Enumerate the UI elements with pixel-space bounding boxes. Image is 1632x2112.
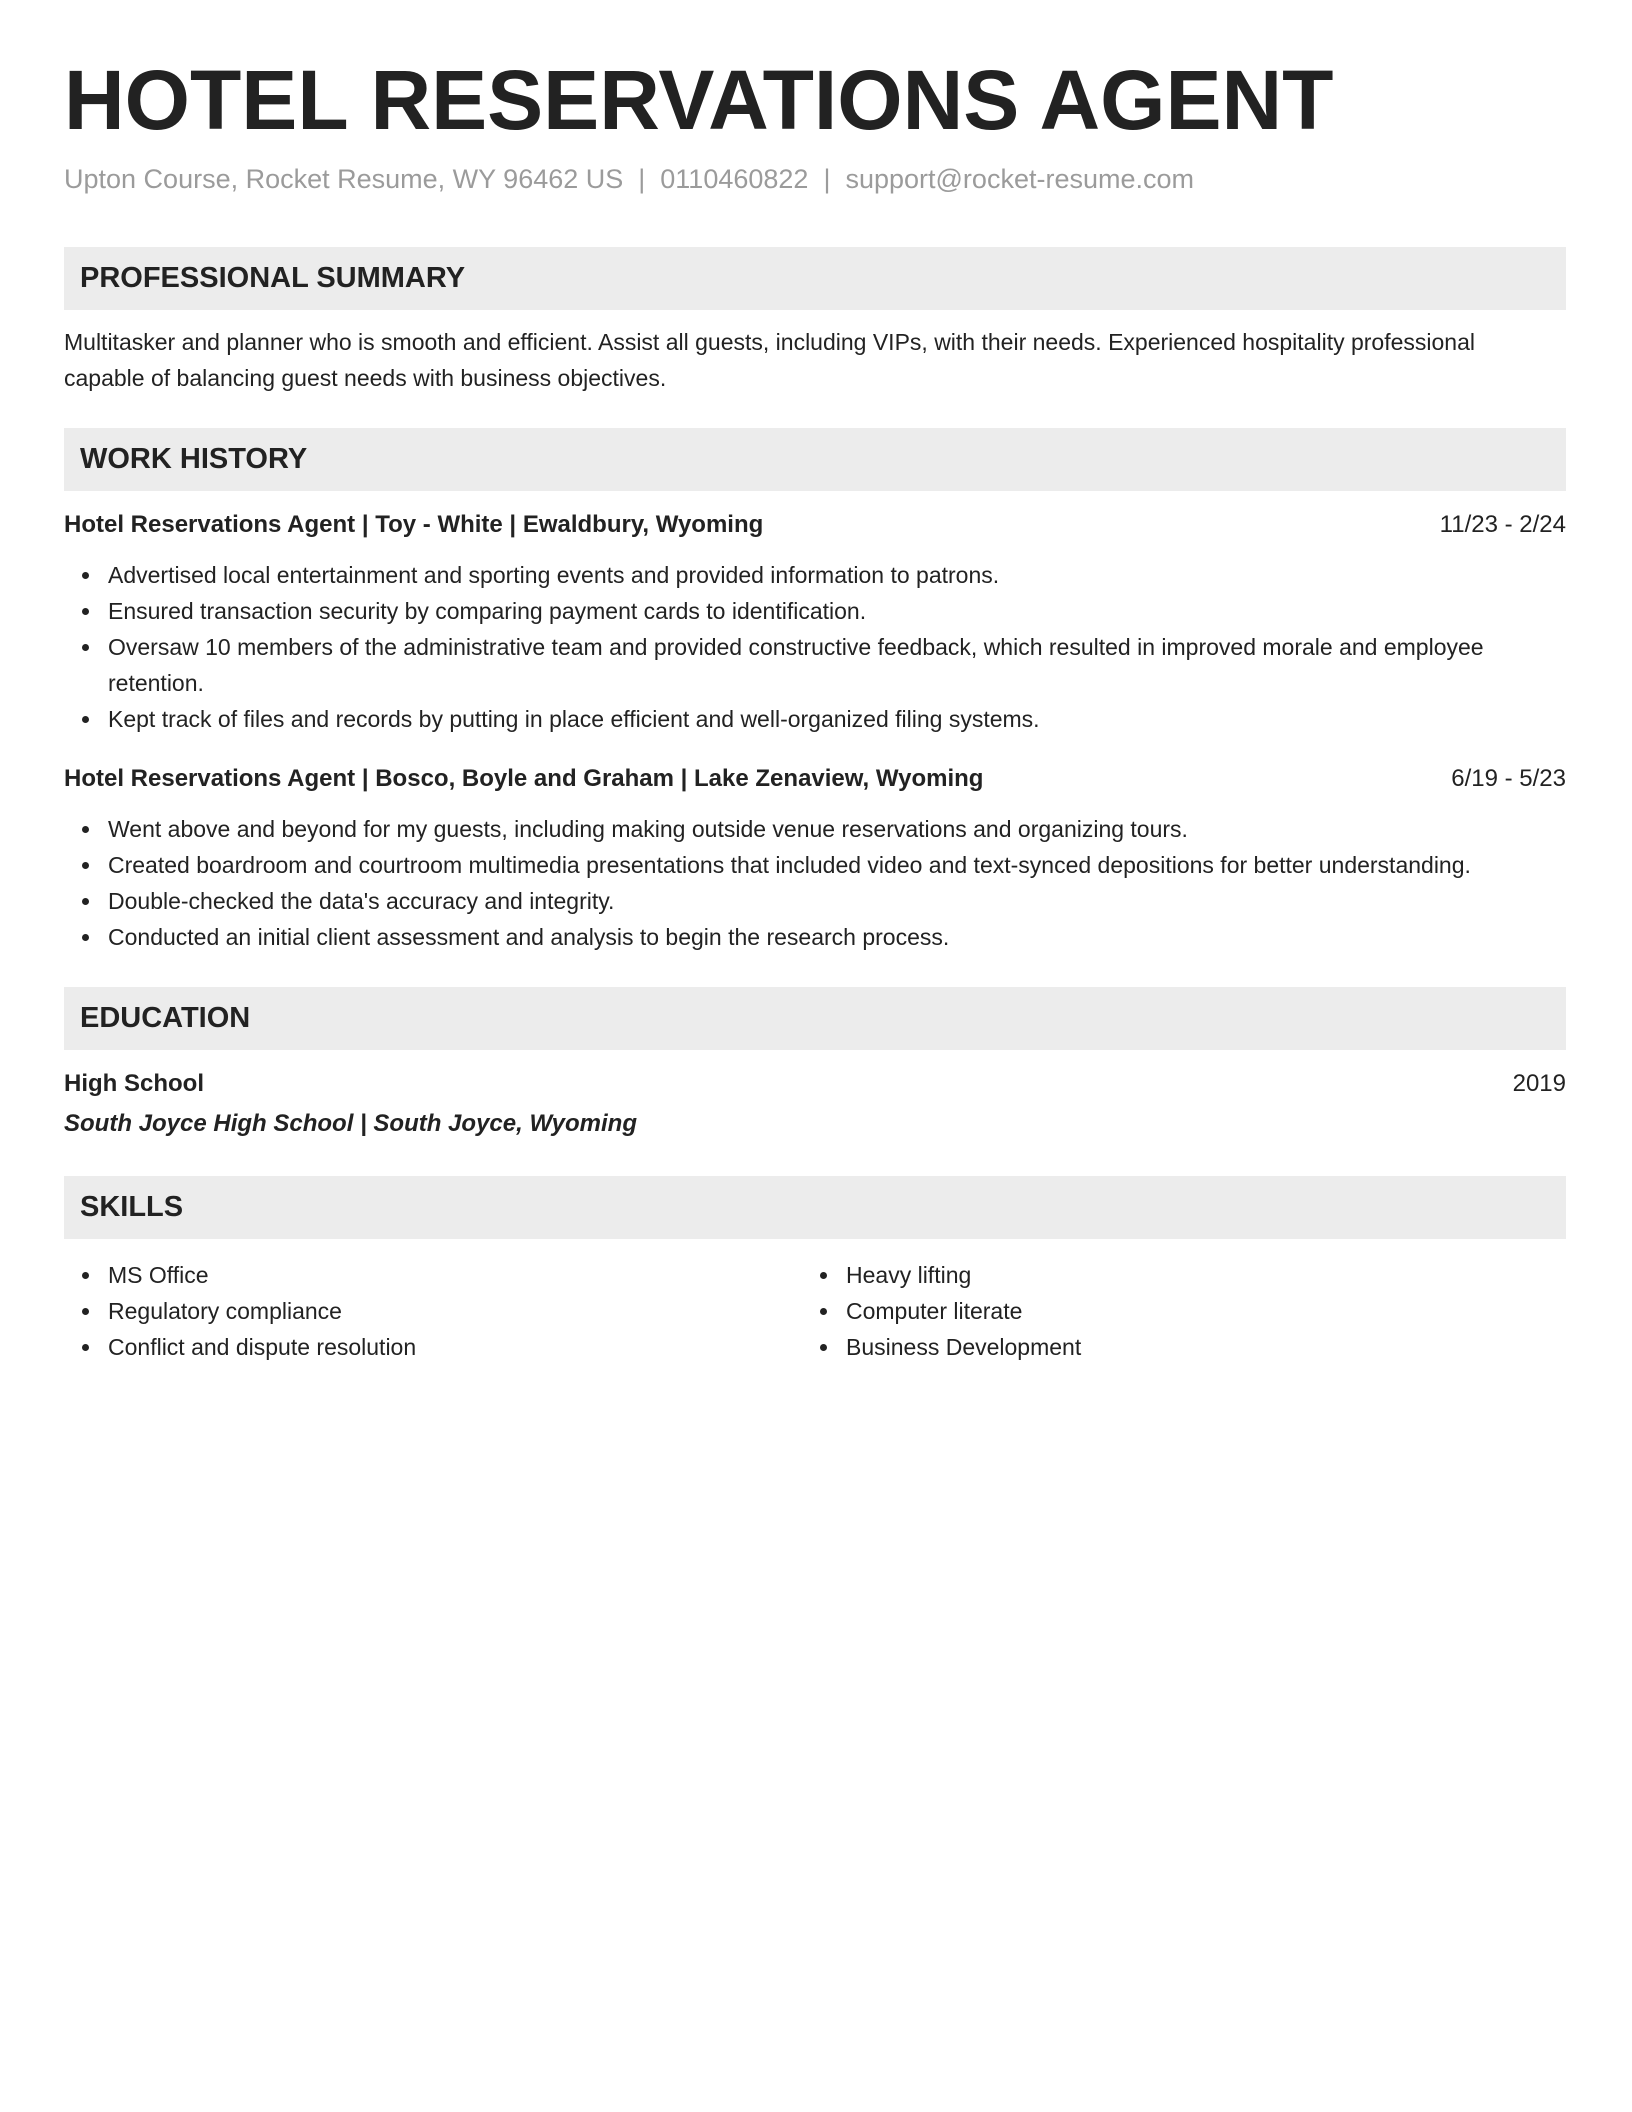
skill-item: Heavy lifting (846, 1257, 1540, 1293)
job-bullet: Kept track of files and records by putting in place efficient and well-organized filing systems. (108, 701, 1566, 737)
skills-list (802, 1257, 1540, 1365)
contact-separator: | (638, 164, 646, 194)
job-bullet: Advertised local entertainment and sporting events and provided information to patrons. (108, 557, 1566, 593)
section-header-work-history: WORK HISTORY (64, 428, 1566, 491)
job-entry (64, 765, 1566, 955)
section-header-skills: SKILLS (64, 1176, 1566, 1239)
job-bullet: Double-checked the data's accuracy and integrity. (108, 883, 1566, 919)
job-title: Hotel Reservations Agent | Bosco, Boyle and Graham | Lake Zenaview, Wyoming (64, 765, 984, 792)
job-bullet: Created boardroom and courtroom multimedia presentations that included video and text-synced depositions for better understanding. (108, 847, 1566, 883)
contact-phone: 0110460822 (660, 164, 809, 194)
skill-item: Business Development (846, 1329, 1540, 1365)
job-header (64, 765, 1566, 793)
job-bullet: Conducted an initial client assessment and analysis to begin the research process. (108, 919, 1566, 955)
job-bullets (64, 811, 1566, 955)
section-header-summary: PROFESSIONAL SUMMARY (64, 247, 1566, 310)
education-year: 2019 (1512, 1070, 1566, 1097)
job-bullet: Oversaw 10 members of the administrative team and provided constructive feedback, which resulted in improved morale and employee retention. (108, 629, 1566, 701)
job-dates: 6/19 - 5/23 (1451, 765, 1566, 792)
job-entry (64, 511, 1566, 737)
section-header-education: EDUCATION (64, 987, 1566, 1050)
skills-column-right (802, 1257, 1540, 1365)
skill-item: Regulatory compliance (108, 1293, 802, 1329)
skills-list (64, 1257, 802, 1365)
skills-column-left (64, 1257, 802, 1365)
skill-item: Computer literate (846, 1293, 1540, 1329)
contact-line (64, 164, 1566, 195)
job-bullet: Went above and beyond for my guests, including making outside venue reservations and organizing tours. (108, 811, 1566, 847)
education-school: South Joyce High School | South Joyce, Wyoming (64, 1110, 637, 1137)
skill-item: MS Office (108, 1257, 802, 1293)
skill-item: Conflict and dispute resolution (108, 1329, 802, 1365)
education-header (64, 1070, 1566, 1098)
job-title: Hotel Reservations Agent | Toy - White | Ewaldbury, Wyoming (64, 511, 764, 538)
contact-separator: | (823, 164, 831, 194)
contact-email[interactable]: support@rocket-resume.com (845, 164, 1194, 194)
job-bullets (64, 557, 1566, 737)
education-degree: High School (64, 1070, 204, 1097)
job-header (64, 511, 1566, 539)
contact-address: Upton Course, Rocket Resume, WY 96462 US (64, 164, 624, 194)
resume-title: HOTEL RESERVATIONS AGENT (64, 53, 1334, 147)
job-dates: 11/23 - 2/24 (1439, 511, 1566, 538)
resume-page (64, 52, 1566, 1365)
job-bullet: Ensured transaction security by comparing payment cards to identification. (108, 593, 1566, 629)
skills-grid (64, 1257, 1566, 1365)
summary-text: Multitasker and planner who is smooth and efficient. Assist all guests, including VIPs, with their needs. Experienced hospitality professional capable of balancing guest needs with business objectives. (64, 329, 1475, 391)
